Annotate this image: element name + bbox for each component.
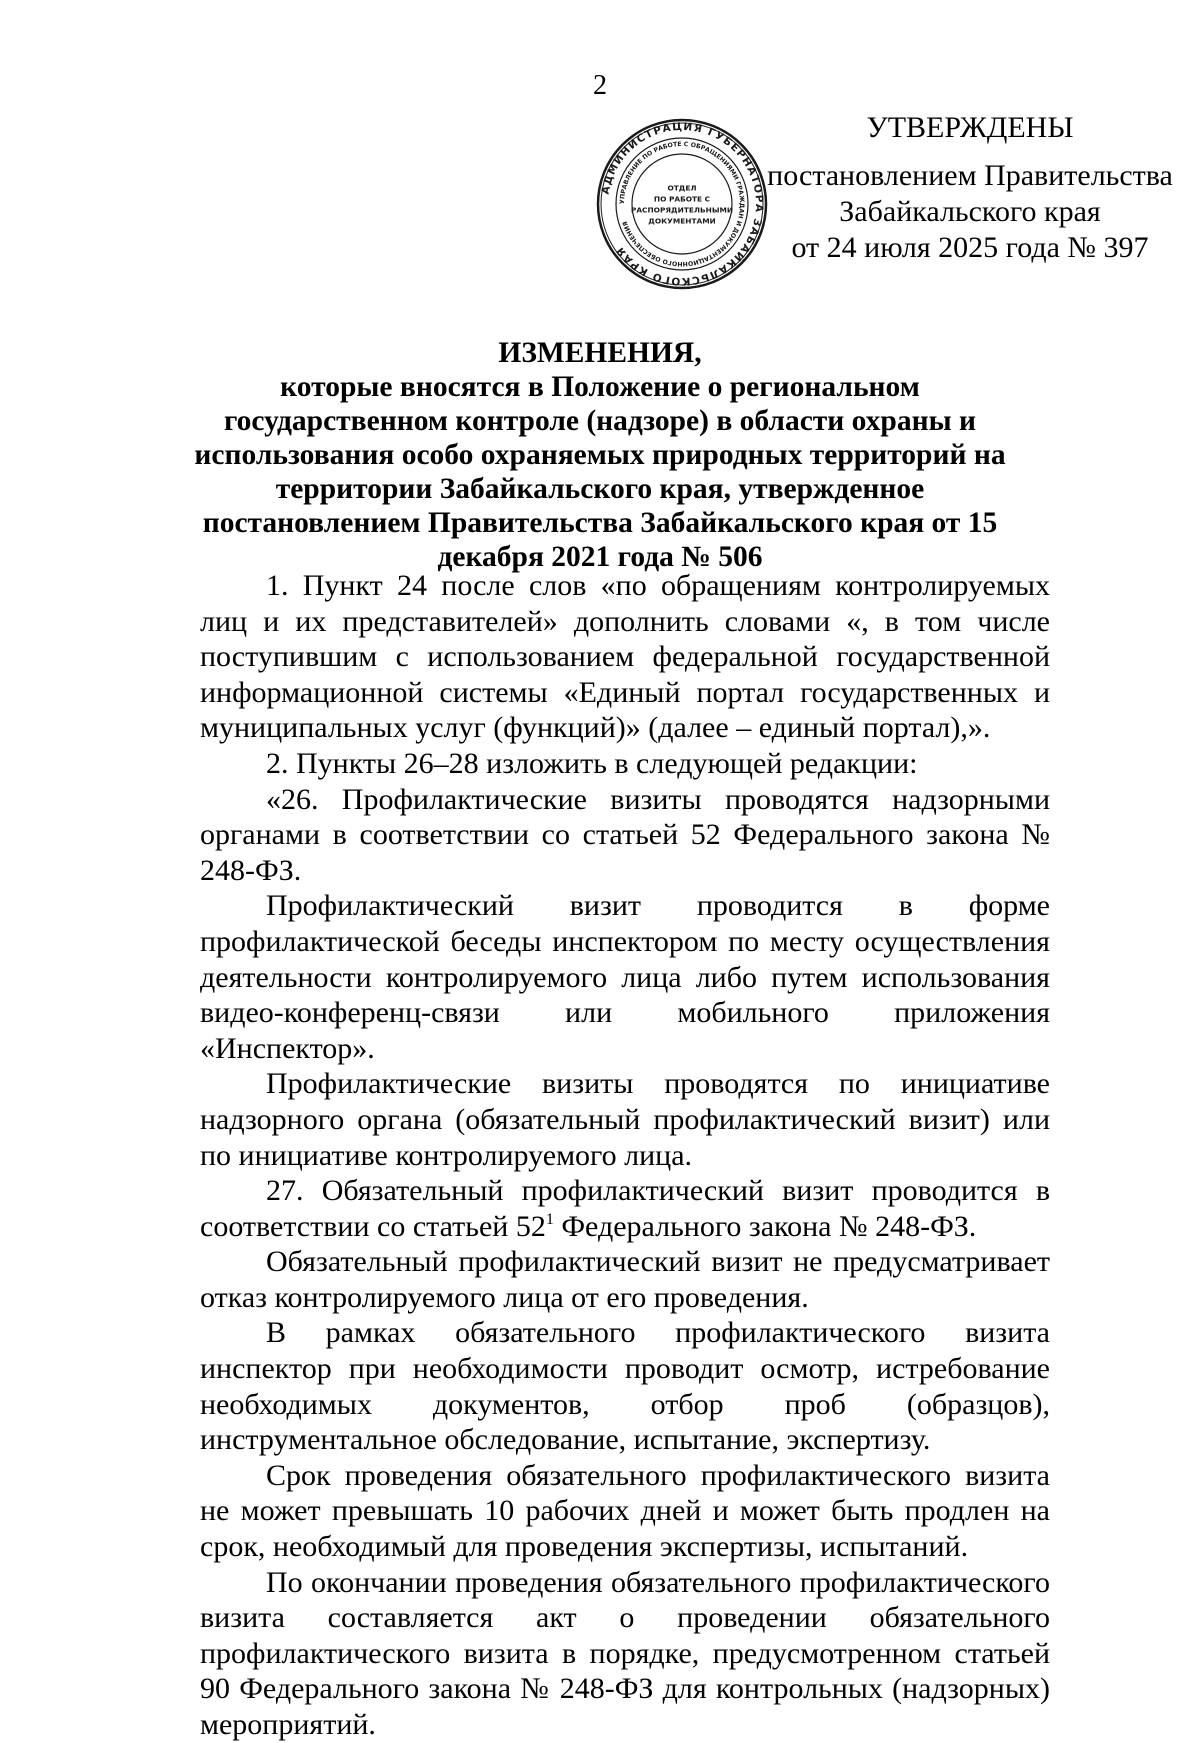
official-stamp — [596, 118, 768, 290]
stamp-middle-text: УПРАВЛЕНИЕ ПО РАБОТЕ С ОБРАЩЕНИЯМИ ГРАЖДАН И ДОКУМЕНТАЦИОННОГО ОБЕСПЕЧЕНИЯ — [618, 140, 746, 268]
stamp-outer-text: АДМИНИСТРАЦИЯ ГУБЕРНАТОРА ЗАБАЙКАЛЬСКОГО КРАЯ — [599, 120, 766, 288]
document-heading — [165, 336, 1035, 574]
paragraph-26: «26. Профилактические визиты проводятся надзорными органами в соответствии со статьей 52 Федерального закона № 248-ФЗ. — [200, 782, 1050, 887]
paragraph-27-superscript: 1 — [545, 1210, 554, 1228]
stamp-center-line: ПО РАБОТЕ С — [653, 194, 711, 204]
paragraph-27-tail: Федерального закона № 248-ФЗ. — [553, 1209, 977, 1243]
document-body — [200, 568, 1050, 1743]
stamp-center-line: РАСПОРЯДИТЕЛЬНЫМИ — [630, 205, 734, 215]
paragraph-27-act: По окончании проведения обязательного профилактического визита составляется акт о проведении обязательного профилактического визита в порядке, предусмотренном статьей 90 Федерального закона № 248-ФЗ для контрольных (надзорных) мероприятий. — [200, 1565, 1050, 1741]
paragraph-27 — [200, 1173, 1050, 1244]
approval-line-2: Забайкальского края — [839, 195, 1101, 228]
paragraph-27-refusal: Обязательный профилактический визит не предусматривает отказ контролируемого лица от его проведения. — [200, 1245, 1050, 1314]
stamp-center-line: ОТДЕЛ — [667, 183, 697, 193]
stamp-center-line: ДОКУМЕНТАМИ — [648, 216, 716, 226]
paragraph-27-text: 27. Обязательный профилактический визит проводится в соответствии со статьей 52 — [200, 1174, 1050, 1243]
approval-block — [780, 108, 1160, 147]
approval-details — [735, 158, 1200, 266]
paragraph-2: 2. Пункты 26–28 изложить в следующей редакции: — [266, 746, 918, 780]
paragraph-27-term: Срок проведения обязательного профилактического визита не может превышать 10 рабочих дней и может быть продлен на срок, необходимый для проведения экспертизы, испытаний. — [200, 1458, 1050, 1564]
paragraph-27-scope: В рамках обязательного профилактического визита инспектор при необходимости проводит осмотр, истребование необходимых документов, отбор проб (образцов), инструментальное обследование, испытание, экспертизу. — [200, 1316, 1050, 1457]
approval-title: УТВЕРЖДЕНЫ — [866, 111, 1074, 144]
paragraph-26-initiative: Профилактические визиты проводятся по инициативе надзорного органа (обязательный профилактический визит) или по инициативе контролируемого лица. — [200, 1067, 1050, 1172]
approval-line-3: от 24 июля 2025 года № 397 — [791, 231, 1149, 264]
page-number: 2 — [593, 70, 607, 101]
paragraph-1: 1. Пункт 24 после слов «по обращениям контролируемых лиц и их представителей» дополнить словами «, в том числе поступившим с использованием федеральной государственной информационной системы «Единый портал государственных и муниципальных услуг (функций)» (далее – единый портал),». — [200, 569, 1050, 745]
heading-title: ИЗМЕНЕНИЯ, — [498, 337, 702, 369]
heading-subtitle: которые вносятся в Положение о региональном государственном контроле (надзоре) в области охраны и использования особо охраняемых природных территорий на территории Забайкальского края, утвержденное постановлением Правительства Забайкальского края от 15 декабря 2021 года № 506 — [194, 371, 1006, 573]
paragraph-26-form: Профилактический визит проводится в форме профилактической беседы инспектором по месту осуществления деятельности контролируемого лица либо путем использования видео-конференц-связи или мобильного приложения «Инспектор». — [200, 889, 1050, 1065]
approval-line-1: постановлением Правительства — [767, 159, 1173, 192]
